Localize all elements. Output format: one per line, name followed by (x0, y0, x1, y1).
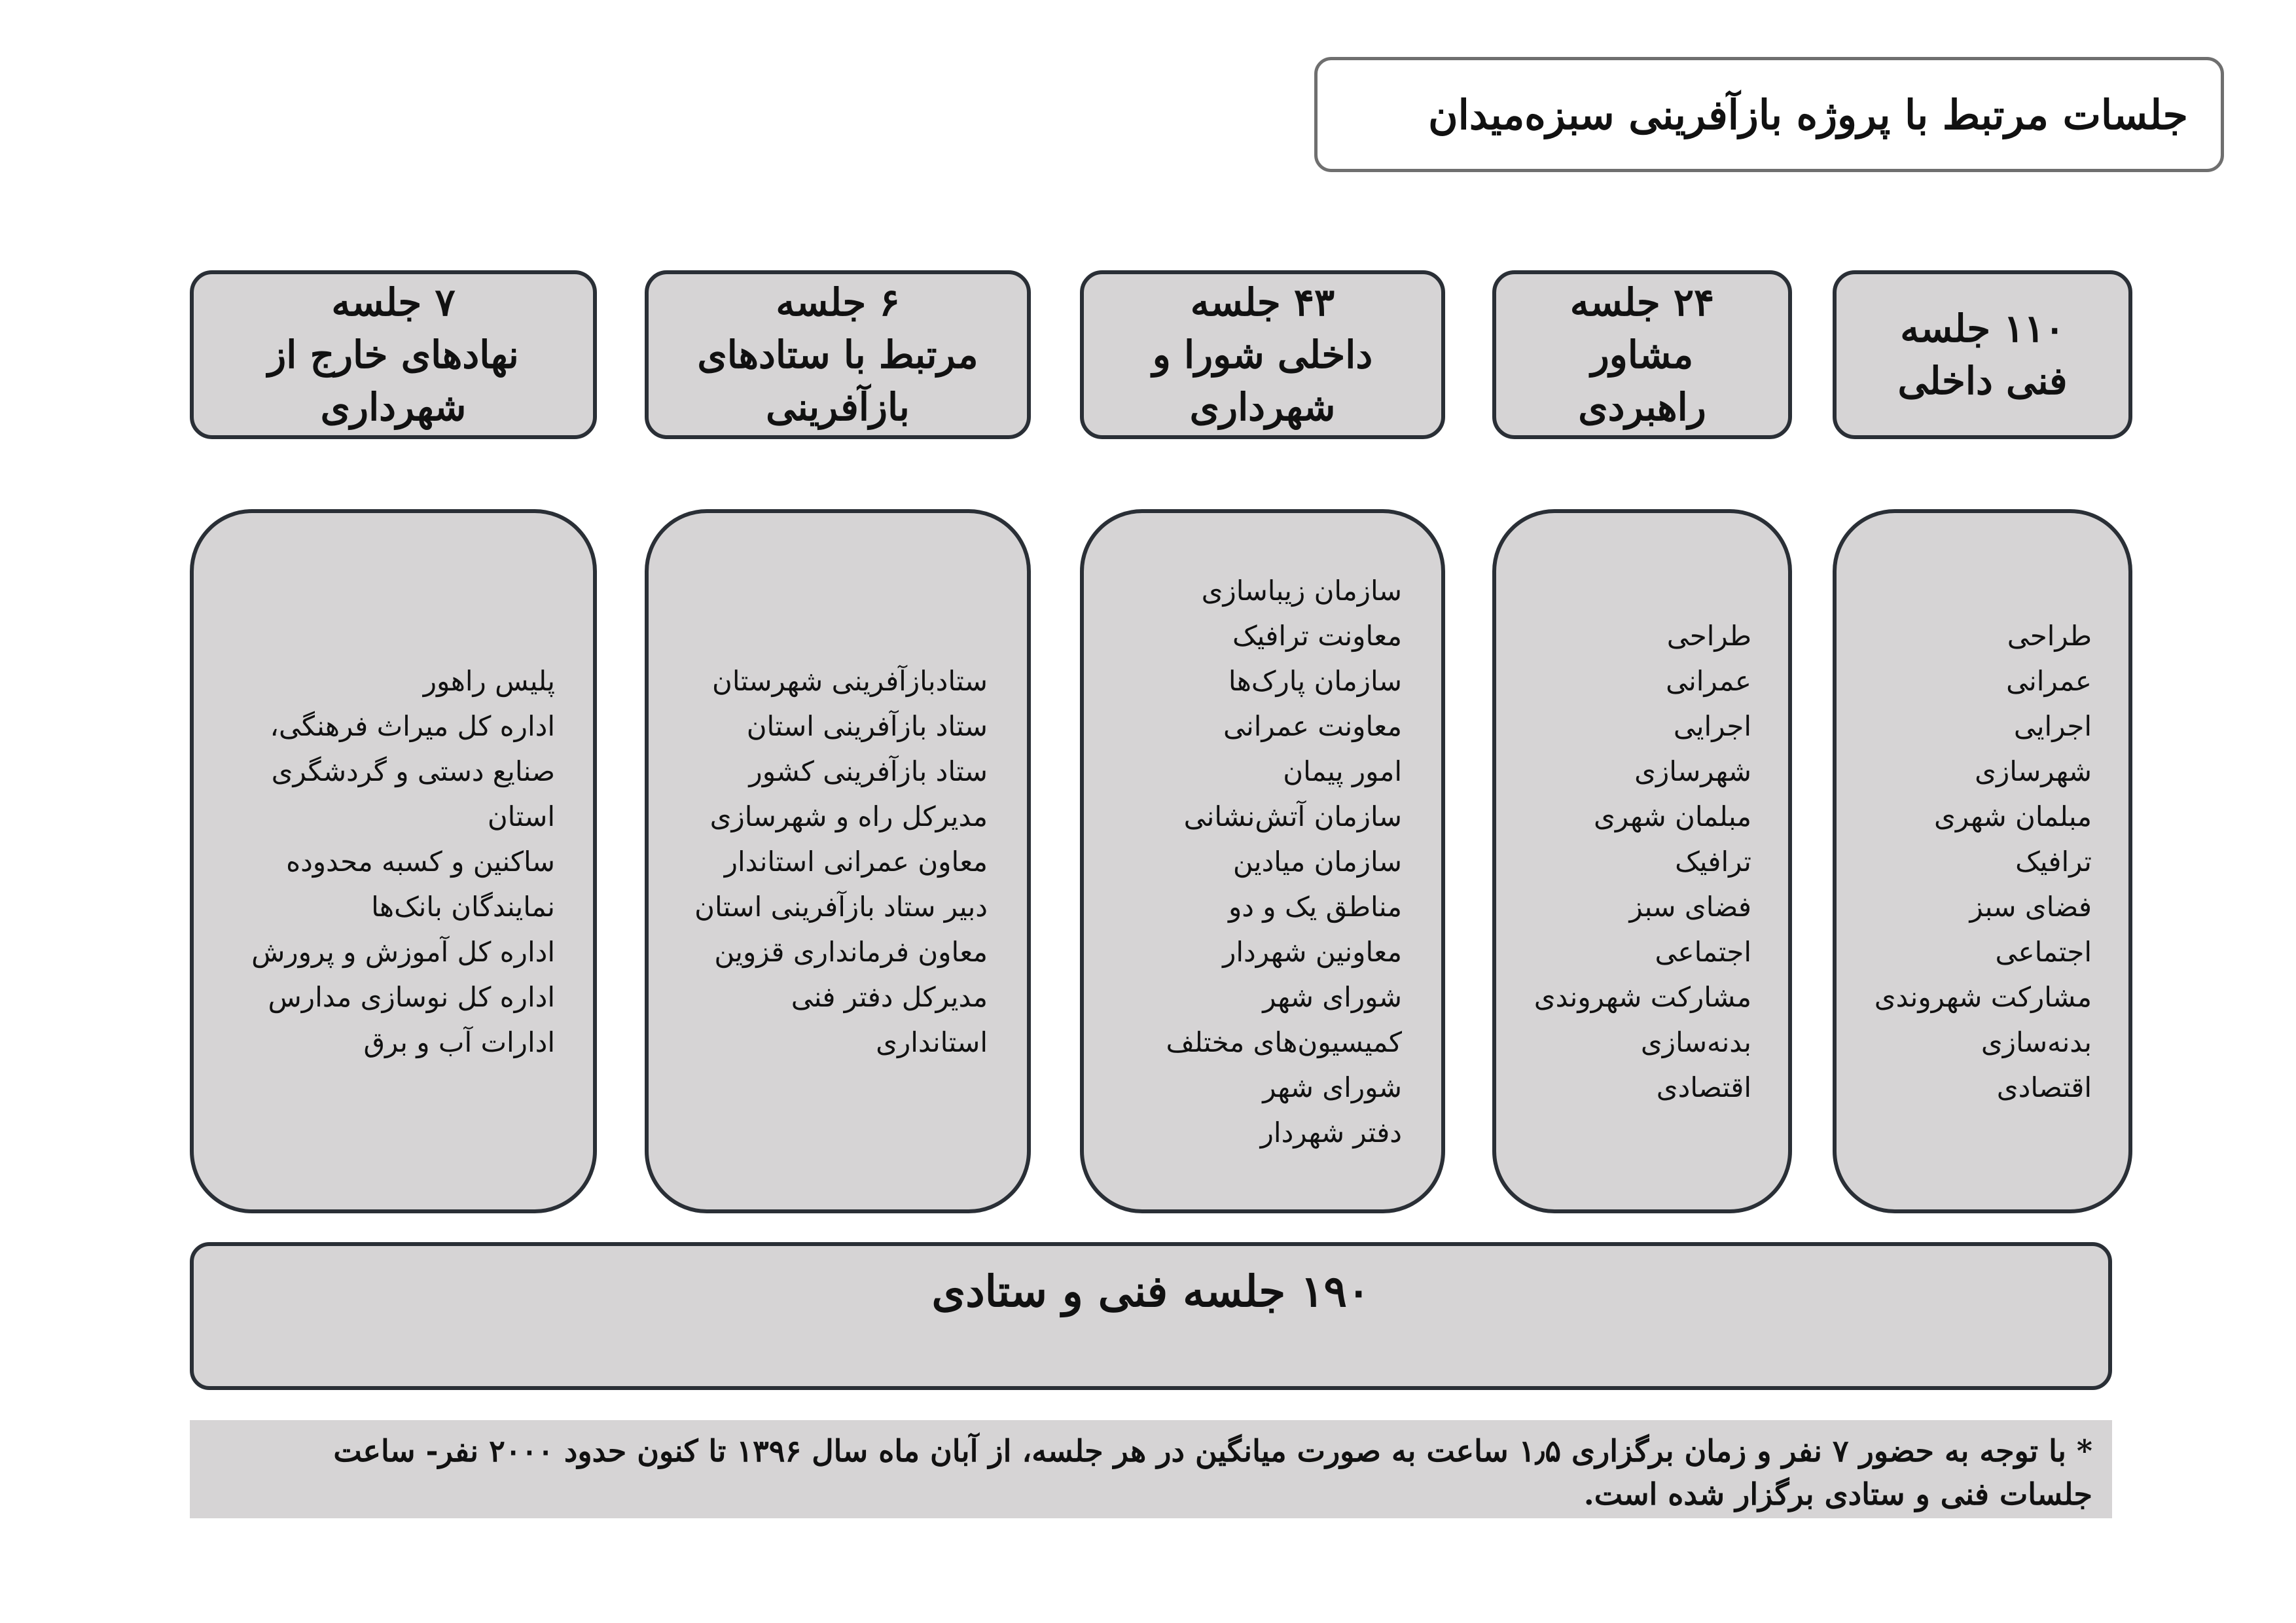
header-line: شهرداری (1189, 385, 1336, 430)
item-list (1166, 568, 1402, 1155)
list-item: عمرانی (1666, 664, 1751, 697)
list-item: اجتماعی (1655, 935, 1751, 968)
list-item: مناطق یک و دو (1228, 890, 1402, 923)
header-line: داخلی شورا و (1152, 332, 1373, 377)
list-item: شهرسازی (1634, 755, 1751, 787)
header-line: ۴۳ جلسه (1190, 279, 1335, 325)
list-item: بدنه‌سازی (1640, 1026, 1751, 1058)
list-item: عمرانی (2006, 664, 2092, 697)
list-item: سازمان پارک‌ها (1228, 664, 1402, 697)
header-line: بازآفرینی (766, 385, 910, 430)
list-item: سازمان آتش‌نشانی (1183, 800, 1402, 832)
header-internal-technical (1833, 270, 2132, 439)
list-item: مبلمان شهری (1594, 800, 1751, 832)
item-list (1534, 613, 1751, 1110)
list-item: اجرایی (2013, 709, 2092, 742)
header-line: ۲۴ جلسه (1570, 279, 1715, 325)
list-item: ستادبازآفرینی شهرستان (711, 664, 988, 697)
page-title: جلسات مرتبط با پروژه بازآفرینی سبزه‌میدان (1428, 90, 2188, 139)
item-list (1874, 613, 2092, 1110)
list-item: اقتصادی (1996, 1071, 2092, 1103)
list-item: مدیرکل دفتر فنی (791, 980, 988, 1013)
header-external-institutions (190, 270, 597, 439)
list-item: اداره کل آموزش و پرورش (251, 935, 555, 968)
page-title-box (1314, 57, 2224, 172)
list-item: اجرایی (1673, 709, 1751, 742)
list-item: ترافیک (1675, 845, 1751, 878)
panel-council-municipality (1080, 509, 1445, 1213)
header-line: ۶ جلسه (776, 279, 900, 325)
header-line: شهرداری (320, 385, 467, 430)
list-item: ستاد بازآفرینی کشور (749, 755, 988, 787)
footnote-line: جلسات فنی و ستادی برگزار شده است. (1583, 1476, 2092, 1512)
list-item: دفتر شهردار (1260, 1116, 1402, 1149)
list-item: ترافیک (2015, 845, 2092, 878)
list-item: ادارات آب و برق (363, 1026, 555, 1058)
header-line: راهبردی (1578, 385, 1706, 430)
list-item: فضای سبز (1969, 890, 2092, 923)
header-line: فنی داخلی (1897, 359, 2068, 403)
list-item: معاون فرمانداری قزوین (714, 935, 988, 968)
footnote-line: * با توجه به حضور ۷ نفر و زمان برگزاری ۱٫۵ ساعت به صورت میانگین در هر جلسه، از آبان ماه سال ۱۳۹۶ تا کنون حدود ۲۰۰۰ نفر- ساعت (333, 1433, 2092, 1469)
list-item: دبیر ستاد بازآفرینی استان (694, 890, 988, 923)
list-item: طراحی (2007, 619, 2092, 652)
list-item: معاون عمرانی استاندار (724, 845, 988, 878)
summary-box (190, 1242, 2112, 1390)
list-item: اجتماعی (1995, 935, 2092, 968)
footnote (190, 1420, 2112, 1518)
list-item: نمایندگان بانک‌ها (371, 890, 555, 923)
list-item: مدیرکل راه و شهرسازی (709, 800, 988, 832)
header-line: ۱۱۰ جلسه (1900, 306, 2065, 351)
panel-external-institutions (190, 509, 597, 1213)
list-item: مشارکت شهروندی (1874, 980, 2092, 1013)
header-strategic-consultant (1492, 270, 1792, 439)
header-regeneration-headquarters (645, 270, 1031, 439)
list-item: معاونت ترافیک (1232, 619, 1402, 652)
list-item: معاونین شهردار (1223, 935, 1402, 968)
list-item: استان (487, 800, 555, 832)
list-item: اداره کل میراث فرهنگی، (270, 709, 555, 742)
list-item: شورای شهر (1263, 1071, 1402, 1103)
list-item: طراحی (1666, 619, 1751, 652)
header-council-municipality (1080, 270, 1445, 439)
list-item: ستاد بازآفرینی استان (746, 709, 988, 742)
header-line: مرتبط با ستادهای (697, 332, 978, 377)
item-list (694, 658, 988, 1065)
list-item: مشارکت شهروندی (1534, 980, 1751, 1013)
list-item: پلیس راهور (423, 664, 555, 697)
list-item: ساکنین و کسبه محدوده (286, 845, 555, 878)
header-line: ۷ جلسه (331, 279, 456, 325)
list-item: فضای سبز (1629, 890, 1751, 923)
list-item: شورای شهر (1263, 980, 1402, 1013)
panel-internal-technical (1833, 509, 2132, 1213)
item-list (251, 658, 555, 1065)
list-item: معاونت عمرانی (1223, 709, 1402, 742)
list-item: بدنه‌سازی (1981, 1026, 2092, 1058)
list-item: امور پیمان (1283, 755, 1402, 787)
list-item: اقتصادی (1656, 1071, 1751, 1103)
list-item: سازمان میادین (1232, 845, 1402, 878)
list-item: شهرسازی (1975, 755, 2092, 787)
list-item: سازمان زیباسازی (1201, 574, 1402, 607)
list-item: صنایع دستی و گردشگری (271, 755, 555, 787)
list-item: مبلمان شهری (1934, 800, 2092, 832)
list-item: استانداری (876, 1026, 988, 1058)
header-line: نهادهای خارج از (268, 332, 519, 377)
header-line: مشاور (1590, 332, 1694, 377)
list-item: اداره کل نوسازی مدارس (268, 980, 555, 1013)
panel-regeneration-headquarters (645, 509, 1031, 1213)
panel-strategic-consultant (1492, 509, 1792, 1213)
summary-total: ۱۹۰ جلسه فنی و ستادی (931, 1266, 1371, 1317)
list-item: کمیسیون‌های مختلف (1166, 1026, 1402, 1058)
